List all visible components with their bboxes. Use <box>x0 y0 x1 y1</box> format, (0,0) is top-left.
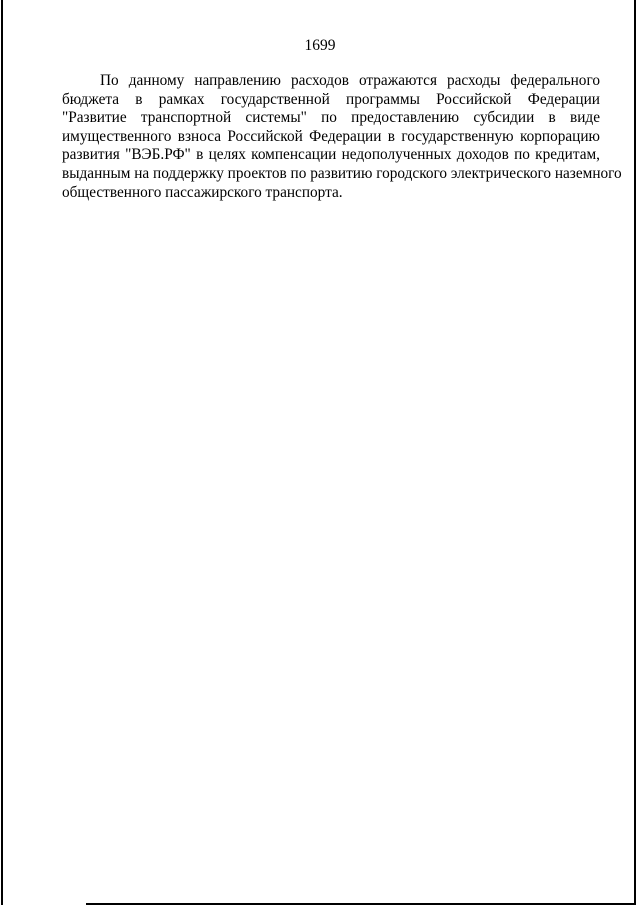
scan-edge-right <box>634 0 636 905</box>
paragraph-line: бюджета в рамках государственной программы Российской Федерации <box>62 90 600 108</box>
page-number: 1699 <box>304 37 336 54</box>
paragraph-line: "Развитие транспортной системы" по предоставлению субсидии в виде <box>62 109 600 127</box>
scan-edge-left <box>1 0 3 905</box>
paragraph-line: развития "ВЭБ.РФ" в целях компенсации недополученных доходов по кредитам, <box>62 146 600 164</box>
body-paragraph <box>62 72 622 202</box>
paragraph-line: выданным на поддержку проектов по развитию городского электрического наземного <box>62 164 622 182</box>
paragraph-line: По данному направлению расходов отражаются расходы федерального <box>100 72 600 89</box>
paragraph-line: общественного пассажирского транспорта. <box>62 183 343 201</box>
paragraph-line: имущественного взноса Российской Федерации в государственную корпорацию <box>62 127 600 145</box>
